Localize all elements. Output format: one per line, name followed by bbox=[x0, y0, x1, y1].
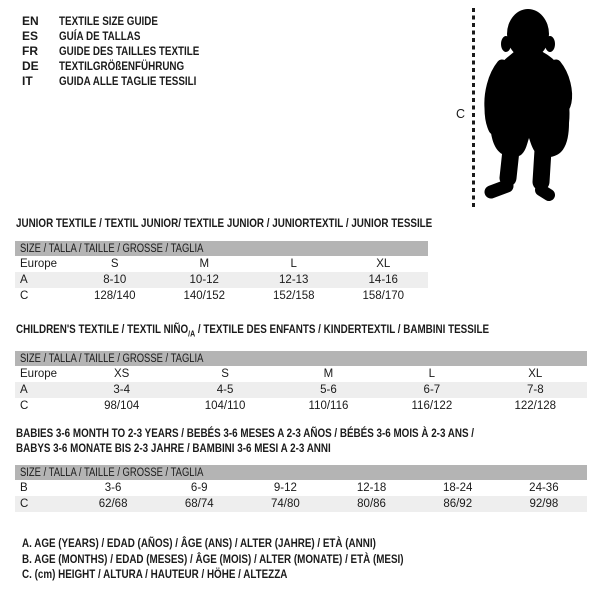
size-cell: 116/122 bbox=[411, 400, 453, 413]
size-cell: 10-12 bbox=[160, 272, 250, 288]
size-cell: 9-12 bbox=[273, 482, 297, 494]
language-code: EN bbox=[22, 14, 39, 28]
size-cell: M bbox=[323, 368, 334, 381]
table-row-height bbox=[15, 496, 587, 512]
language-code: IT bbox=[22, 74, 33, 88]
size-cell: 74/80 bbox=[242, 496, 328, 512]
size-cell: 18-24 bbox=[442, 482, 473, 494]
table-row-europe bbox=[15, 366, 587, 382]
size-header-label: SIZE / TALLA / TAILLE / GRÖSSE / TAGLIA bbox=[20, 466, 204, 479]
size-cell: L bbox=[290, 258, 297, 270]
size-cell: 3-4 bbox=[70, 382, 173, 398]
row-label: A bbox=[15, 272, 70, 288]
language-code: DE bbox=[22, 59, 39, 73]
language-row bbox=[22, 29, 230, 44]
size-header-bar bbox=[15, 465, 587, 480]
babies-table-title-line2: BABYS 3-6 MONATE BIS 2-3 JAHRE / BAMBINI 3-6 MESI A 2-3 ANNI bbox=[16, 441, 331, 455]
size-cell: 3-6 bbox=[104, 482, 122, 494]
size-cell: 14-16 bbox=[339, 272, 429, 288]
height-measure-label: C bbox=[456, 107, 466, 121]
size-cell: 128/140 bbox=[93, 290, 136, 302]
guide-title-es: GUÍA DE TALLAS bbox=[59, 29, 141, 43]
size-cell: 92/98 bbox=[501, 496, 587, 512]
size-cell: XL bbox=[376, 258, 391, 270]
size-cell: 140/152 bbox=[183, 290, 226, 302]
size-cell: 68/74 bbox=[156, 496, 242, 512]
row-label: Europe bbox=[20, 258, 58, 270]
row-label: C bbox=[20, 400, 29, 413]
table-row-europe bbox=[15, 256, 428, 272]
table-row-age bbox=[15, 382, 587, 398]
footnote-height: C. (cm) HEIGHT / ALTURA / HAUTEUR / HÖHE / ALTEZZA bbox=[22, 567, 288, 581]
size-cell: 12-13 bbox=[249, 272, 339, 288]
language-row bbox=[22, 44, 230, 59]
size-header-label: SIZE / TALLA / TAILLE / GRÖSSE / TAGLIA bbox=[20, 242, 204, 255]
language-code: ES bbox=[22, 29, 39, 43]
size-cell: 80/86 bbox=[328, 496, 414, 512]
size-cell: 12-18 bbox=[356, 482, 387, 494]
row-label: C bbox=[15, 496, 70, 512]
guide-title-fr: GUIDE DES TAILLES TEXTILE bbox=[59, 44, 200, 58]
guide-title-it: GUIDA ALLE TAGLIE TESSILI bbox=[59, 74, 197, 88]
babies-table-title-line1: BABIES 3-6 MONTH TO 2-3 YEARS / BEBÉS 3-6 MESES A 2-3 AÑOS / BÉBÉS 3-6 MOIS À 2-3 ANS / bbox=[16, 426, 475, 440]
size-cell: 122/128 bbox=[514, 400, 557, 413]
junior-table-title: JUNIOR TEXTILE / TEXTIL JUNIOR/ TEXTILE JUNIOR / JUNIORTEXTIL / JUNIOR TESSILE bbox=[16, 216, 433, 230]
table-row-height bbox=[15, 288, 428, 304]
size-cell: 6-9 bbox=[190, 482, 208, 494]
size-header-bar bbox=[15, 351, 587, 366]
row-label: A bbox=[15, 382, 70, 398]
size-cell: S bbox=[110, 258, 119, 270]
size-cell: 98/104 bbox=[104, 400, 140, 413]
language-row bbox=[22, 14, 230, 29]
language-row bbox=[22, 59, 230, 74]
size-cell: XL bbox=[528, 368, 543, 381]
size-cell: 7-8 bbox=[484, 382, 587, 398]
guide-title-de: TEXTILGRÖßENFÜHRUNG bbox=[59, 59, 185, 73]
size-cell: 24-36 bbox=[529, 482, 559, 494]
table-row-height bbox=[15, 398, 587, 414]
size-cell: M bbox=[199, 258, 210, 270]
row-label: Europe bbox=[20, 368, 58, 381]
legend-footnotes bbox=[22, 536, 487, 583]
size-cell: XS bbox=[114, 368, 130, 381]
babies-size-table bbox=[15, 426, 587, 512]
size-cell: S bbox=[221, 368, 229, 381]
table-row-age bbox=[15, 272, 428, 288]
footnote-age-years: A. AGE (YEARS) / EDAD (AÑOS) / ÂGE (ANS) / ALTER (JAHRE) / ETÀ (ANNI) bbox=[22, 536, 376, 550]
size-cell: 104/110 bbox=[204, 400, 246, 413]
children-size-table bbox=[15, 322, 587, 414]
size-cell: 86/92 bbox=[415, 496, 501, 512]
size-cell: 8-10 bbox=[70, 272, 160, 288]
size-cell: 62/68 bbox=[70, 496, 156, 512]
size-cell: L bbox=[428, 368, 436, 381]
baby-silhouette-icon bbox=[481, 6, 593, 208]
table-row-months bbox=[15, 480, 587, 496]
children-table-title: CHILDREN'S TEXTILE / TEXTIL $NIÑO_{/A}$ / TEXTILE DES ENFANTS / KINDERTEXTIL / BAMBINI TESSILE bbox=[16, 322, 490, 339]
row-label: B bbox=[20, 482, 28, 494]
size-cell: 158/170 bbox=[362, 290, 405, 302]
size-cell: 110/116 bbox=[308, 400, 349, 413]
guide-title-en: TEXTILE SIZE GUIDE bbox=[59, 14, 158, 28]
footnote-age-months: B. AGE (MONTHS) / EDAD (MESES) / ÂGE (MOIS) / ALTER (MONATE) / ETÀ (MESI) bbox=[22, 551, 404, 566]
size-cell: 152/158 bbox=[272, 290, 315, 302]
language-row bbox=[22, 74, 230, 89]
junior-size-table bbox=[15, 216, 433, 304]
size-header-label: SIZE / TALLA / TAILLE / GRÖSSE / TAGLIA bbox=[20, 352, 204, 365]
language-code: FR bbox=[22, 44, 38, 58]
row-label: C bbox=[20, 290, 29, 302]
size-header-bar bbox=[15, 241, 428, 256]
size-cell: 4-5 bbox=[173, 382, 276, 398]
language-title-list bbox=[22, 14, 230, 89]
size-cell: 5-6 bbox=[277, 382, 380, 398]
height-measure-line bbox=[472, 8, 475, 208]
size-cell: 6-7 bbox=[380, 382, 483, 398]
